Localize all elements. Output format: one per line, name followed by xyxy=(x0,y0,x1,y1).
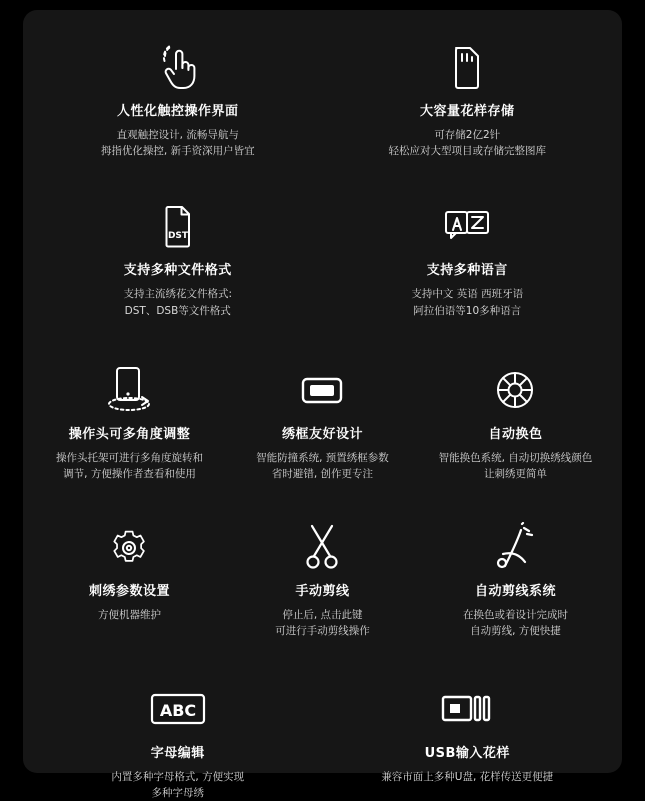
feature-title: 字母编辑 xyxy=(150,745,205,761)
color-wheel-icon xyxy=(491,363,539,417)
feature-desc: 内置多种字母格式, 方便实现 多种字母绣 xyxy=(111,770,245,799)
memory-card-icon xyxy=(448,40,486,94)
feature-card-file-formats xyxy=(33,199,323,318)
feature-title: 自动剪线系统 xyxy=(474,584,556,600)
feature-title: 操作头可多角度调整 xyxy=(68,426,191,442)
gear-settings-icon xyxy=(105,520,153,574)
feature-desc: 直观触控设计, 流畅导航与 拇指优化操控, 新手资深用户皆宜 xyxy=(100,128,255,158)
feature-row-1 xyxy=(33,40,612,159)
tilting-panel-icon xyxy=(98,363,160,417)
auto-trim-icon xyxy=(491,520,539,574)
feature-card-touch-ui xyxy=(33,40,323,159)
feature-title: 支持多种语言 xyxy=(426,263,508,279)
touch-hand-icon xyxy=(156,40,200,94)
feature-desc: 智能换色系统, 自动切换绣线颜色 让刺绣更简单 xyxy=(438,451,593,480)
feature-desc: 支持主流绣花文件格式: DST、DSB等文件格式 xyxy=(123,288,233,317)
feature-desc: 智能防撞系统, 预置绣框参数 省时避错, 创作更专注 xyxy=(256,451,389,480)
feature-title: 支持多种文件格式 xyxy=(123,263,232,279)
feature-title: 自动换色 xyxy=(488,426,543,442)
feature-row-3 xyxy=(33,363,612,482)
scissors-icon xyxy=(300,520,344,574)
abc-text-icon xyxy=(146,682,210,736)
svg-text:ABC: ABC xyxy=(159,700,196,720)
feature-row-4 xyxy=(33,520,612,639)
feature-card-auto-trim xyxy=(419,520,612,639)
feature-desc: 操作头托架可进行多角度旋转和 调节, 方便操作者查看和使用 xyxy=(55,451,203,480)
feature-title: 大容量花样存储 xyxy=(419,104,515,119)
feature-card-lettering xyxy=(33,682,323,801)
feature-card-manual-trim xyxy=(226,520,419,639)
translate-icon xyxy=(441,199,493,253)
feature-row-2 xyxy=(33,199,612,318)
feature-card-auto-color-change xyxy=(419,363,612,482)
feature-card-usb-input xyxy=(323,682,613,801)
feature-card-large-storage xyxy=(323,40,613,159)
dst-file-icon xyxy=(159,199,197,253)
feature-title: 人性化触控操作界面 xyxy=(116,104,239,119)
feature-card-multi-language xyxy=(323,199,613,318)
feature-desc: 停止后, 点击此键 可进行手动剪线操作 xyxy=(275,609,370,638)
usb-icon xyxy=(438,682,496,736)
feature-row-5 xyxy=(33,682,612,801)
feature-card-multi-angle-head xyxy=(33,363,226,482)
svg-text:DST: DST xyxy=(167,231,188,242)
feature-desc: 兼容市面上多种U盘, 花样传送更便捷 xyxy=(381,770,554,783)
feature-desc: 可存储2亿2针 轻松应对大型项目或存储完整图库 xyxy=(388,128,546,158)
feature-panel xyxy=(23,10,622,799)
feature-title: 刺绣参数设置 xyxy=(88,584,170,600)
feature-title: USB输入花样 xyxy=(424,745,510,761)
feature-desc: 支持中文 英语 西班牙语 阿拉伯语等10多种语言 xyxy=(411,288,524,317)
feature-desc: 方便机器维护 xyxy=(97,609,161,622)
hoop-frame-icon xyxy=(295,363,349,417)
feature-card-hoop-friendly xyxy=(226,363,419,482)
feature-title: 绣框友好设计 xyxy=(281,426,363,442)
feature-desc: 在换色或着设计完成时 自动剪线, 方便快捷 xyxy=(462,609,568,638)
feature-card-embroidery-params xyxy=(33,520,226,639)
feature-title: 手动剪线 xyxy=(295,584,350,600)
